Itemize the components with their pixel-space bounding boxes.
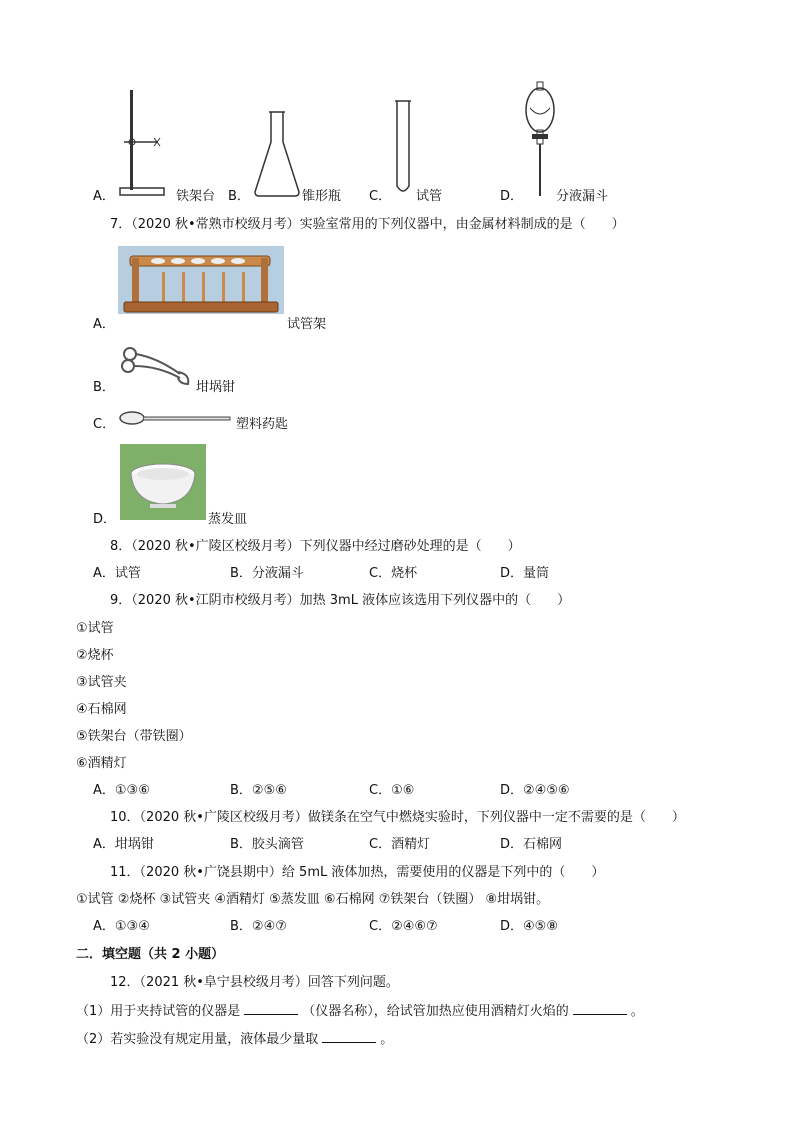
q8-option-d: D．量筒: [500, 566, 550, 581]
conical-flask-image: [252, 110, 302, 198]
option-a-label: 铁架台: [176, 189, 216, 204]
q8-option-a: A．试管: [93, 566, 141, 581]
q7-option-d-label: 蒸发皿: [208, 512, 248, 527]
q12-part-2-text-b: 。: [380, 1032, 394, 1047]
question-12-stem: 12．（2021 秋•阜宁县校级月考）回答下列问题。: [110, 975, 399, 990]
option-a-letter: A．: [93, 189, 115, 204]
plastic-spoon-image: [118, 408, 234, 428]
q12-part-1-text-c: 。: [630, 1004, 644, 1019]
q9-item: ⑥酒精灯: [76, 756, 127, 771]
q9-option-d: D．②④⑤⑥: [500, 783, 570, 798]
option-d-label: 分液漏斗: [556, 189, 609, 204]
question-8-stem: 8．（2020 秋•广陵区校级月考）下列仪器中经过磨砂处理的是（ ）: [110, 539, 521, 554]
q10-option-a: A．坩埚钳: [93, 837, 154, 852]
option-c-letter: C．: [369, 189, 392, 204]
q9-option-a: A．①③⑥: [93, 783, 150, 798]
q10-option-b: B．胶头滴管: [230, 837, 304, 852]
q7-option-b-letter: B．: [93, 380, 115, 395]
section-heading: 二．填空题（共 2 小题）: [76, 947, 225, 962]
q12-part-1: [76, 1004, 644, 1018]
q10-option-d: D．石棉网: [500, 837, 563, 852]
q7-option-d-letter: D．: [93, 512, 117, 527]
question-11-stem: 11．（2020 秋•广饶县期中）给 5mL 液体加热，需要使用的仪器是下列中的（ ）: [110, 865, 605, 880]
q9-item: ⑤铁架台（带铁圈）: [76, 729, 192, 744]
q7-option-c-letter: C．: [93, 417, 116, 432]
answer-blank[interactable]: [322, 1032, 376, 1043]
crucible-tongs-image: [118, 344, 194, 388]
q11-option-a: A．①③④: [93, 919, 150, 934]
separatory-funnel-image: [522, 80, 558, 200]
q11-option-b: B．②④⑦: [230, 919, 287, 934]
q7-option-a-letter: A．: [93, 317, 115, 332]
q7-option-c-label: 塑料药匙: [236, 417, 289, 432]
q9-item: ④石棉网: [76, 702, 127, 717]
q11-items: ①试管 ②烧杯 ③试管夹 ④酒精灯 ⑤蒸发皿 ⑥石棉网 ⑦铁架台（铁圈） ⑧坩埚钳。: [76, 892, 550, 907]
evaporating-dish-image: [120, 444, 206, 520]
answer-blank[interactable]: [573, 1004, 627, 1015]
q7-option-a-label: 试管架: [287, 317, 327, 332]
option-b-letter: B．: [228, 189, 250, 204]
q11-option-d: D．④⑤⑧: [500, 919, 558, 934]
option-b-label: 锥形瓶: [302, 189, 342, 204]
iron-stand-image: [118, 88, 166, 198]
q9-item: ③试管夹: [76, 675, 127, 690]
option-d-letter: D．: [500, 189, 524, 204]
q8-option-c: C．烧杯: [369, 566, 418, 581]
option-c-label: 试管: [416, 189, 443, 204]
q12-part-1-text-b: （仪器名称），给试管加热应使用酒精灯火焰的: [302, 1004, 569, 1019]
test-tube-rack-image: [118, 246, 284, 324]
q9-item: ②烧杯: [76, 648, 114, 663]
question-9-stem: 9．（2020 秋•江阴市校级月考）加热 3mL 液体应该选用下列仪器中的（ ）: [110, 593, 571, 608]
q9-option-b: B．②⑤⑥: [230, 783, 287, 798]
question-10-stem: 10．（2020 秋•广陵区校级月考）做镁条在空气中燃烧实验时，下列仪器中一定不需要的是（ ）: [110, 810, 685, 825]
q9-option-c: C．①⑥: [369, 783, 415, 798]
q12-part-2: [76, 1032, 393, 1046]
q7-option-b-label: 坩埚钳: [196, 380, 236, 395]
q11-option-c: C．②④⑥⑦: [369, 919, 438, 934]
q8-option-b: B．分液漏斗: [230, 566, 304, 581]
q10-option-c: C．酒精灯: [369, 837, 431, 852]
q12-part-2-text-a: （2）若实验没有规定用量，液体最少量取: [76, 1032, 319, 1047]
answer-blank[interactable]: [244, 1004, 298, 1015]
question-7-stem: 7．（2020 秋•常熟市校级月考）实验室常用的下列仪器中，由金属材料制成的是（ ）: [110, 217, 625, 232]
q9-item: ①试管: [76, 621, 114, 636]
q12-part-1-text-a: （1）用于夹持试管的仪器是: [76, 1004, 241, 1019]
test-tube-image: [392, 98, 414, 198]
